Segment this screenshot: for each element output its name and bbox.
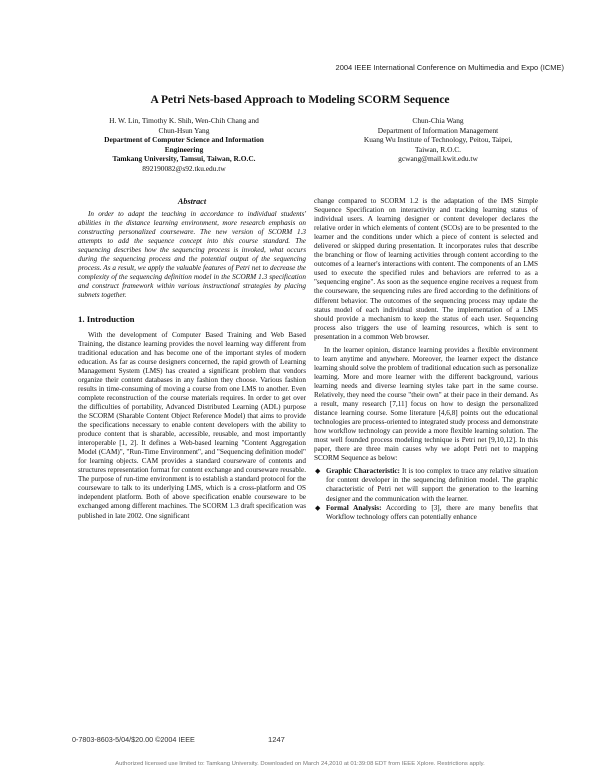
conference-header: 2004 IEEE International Conference on Multimedia and Expo (ICME) <box>335 63 564 72</box>
author-institute: Kuang Wu Institute of Technology, Peitou, Taipei, <box>363 135 513 145</box>
license-notice: Authorized licensed use limited to: Tamkang University. Downloaded on March 24,2010 at 01:39:08 EDT from IEEE Xplore. Restrictions apply. <box>115 761 485 767</box>
author-names-cont: Chun-Hsun Yang <box>158 125 210 135</box>
intro-paragraph-1: With the development of Computer Based Training and Web Based Training, the distance learning provides the novel learning way different from traditional education and has become one of the important styles of modern education. As far as course designers concerned, the rapid growth of Learning Management System (LMS) has created a significant problem that vendors organize their content databases in any fashion they choose. Various fashion results in time-consuming of moving a course from one LMS to another. Even complete reconstruction of the course materials requires. In order to get over the difficulties of portability, Advanced Distributed Learning (ADL) purpose the SCORM (Sharable Content Object Reference Model) that aims to provide the specifications necessary to enable content developers with the ability to produce content that is sharable, accessible, reusable, and most importantly interoperable [1, 2]. It defines a Web-based learning "Content Aggregation Model (CAM)", "Run-Time Environment", and "Sequencing definition model" for learning objects. CAM provides a standard courseware of contents and structures representation format for content exchange and courseware reusable. The purpose of run-time environment is to establish a standard protocol for the courseware to talk to its underlying LMS, which is a cross-platform and OS independent platform. Both of above specification enable courseware to be exchanged among different machines. The SCORM 1.3 draft specification was published in late 2002. One significant <box>78 330 306 520</box>
paper-title: A Petri Nets-based Approach to Modeling SCORM Sequence <box>150 94 450 106</box>
abstract-text: In order to adapt the teaching in accordance to individual students' abilities in the distance learning environment, more research emphasis on constructing personalized courseware. The new version of SCORM 1.3 attempts to add the sequence concept into this course standard. The sequencing describes how the sequencing process is invoked, what occurs during the sequencing process and the potential output of the sequencing process. As a result, we apply the valuable features of Petri net to decrease the complexity of the sequencing definition model in the SCORM 1.3 specification and construct framework within various instructional strategies by placing subnets together. <box>78 210 306 300</box>
bullet-text: It is too complex to trace any relative situation for content developer in the sequencing definition model. The graphic characteristic of Petri net will support the generation to the learning designer and the communication with the learner. <box>326 467 538 503</box>
bullet-icon: ◆ <box>315 467 321 476</box>
bullet-label: Formal Analysis: <box>326 503 382 512</box>
author-country: Taiwan, R.O.C. <box>414 144 462 154</box>
intro-heading: 1. Introduction <box>78 313 135 324</box>
author-block-left <box>70 116 298 174</box>
author-email: gcwang@mail.kwit.edu.tw <box>398 154 478 164</box>
author-email: 892190082@s92.tku.edu.tw <box>142 163 226 173</box>
bullet-item <box>314 504 538 522</box>
right-column <box>314 197 538 522</box>
author-names: Chun-Chia Wang <box>412 116 464 125</box>
author-department: Department of Computer Science and Information <box>104 135 264 145</box>
bullet-text: According to [3], there are many benefits that Workflow technology offers can potentially enhance <box>326 503 538 521</box>
intro-paragraph-2: change compared to SCORM 1.2 is the adaptation of the IMS Simple Sequence Specification on interactivity and tracking learning status of individual users. A learning designer or content developer declares the relative order in which elements of content (SCOs) are to be presented to the learner and the conditions under which a piece of content is selected and delivered or skipped during presentation. It incorporates rules that describe the branching or flow of learning activities through content according to the outcomes of a learner's interactions with content. The components of an LMS used to execute the specified rules and behaviors are referred to as a "sequencing engine". As soon as the sequence engine receives a request from the courseware, the sequencing rules are fired according to the definitions of different behavior. The outcomes of the sequencing process may update the status model of each individual student. The implementation of a LMS should provide a mechanism to keep the status of each user. Sequencing process also triggers the use of learning resources, which is sent to presentation in a common Web browser. <box>314 197 538 341</box>
page-number: 1247 <box>268 735 285 744</box>
author-department-cont: Engineering <box>164 144 204 154</box>
bullet-label: Graphic Characteristic: <box>326 467 400 476</box>
bullet-item <box>314 467 538 503</box>
abstract-heading: Abstract <box>177 197 207 206</box>
left-column <box>78 197 306 525</box>
author-names: H. W. Lin, Timothy K. Shih, Wen-Chih Chang and <box>109 116 259 125</box>
intro-paragraph-3: In the learner opinion, distance learning provides a flexible environment to learn anytime and anywhere. Moreover, the learner expect the distance learning should solve the problem of traditional education such as personalize learning. More and more learner with the different background, various learning needs and diverse learning styles take part in the same course. Relatively, they need the course "their own" at their pace in their demand. As a result, many research [7,11] focus on how to design the personalized distance learning course. Some literature [4,6,8] points out the educational technologies are process-oriented to integrated study process and demonstrate how workflow technology can provide a more flexible learning solution. The most well founded process modeling technique is Petri net [9,10,12]. In this paper, there are three main causes why we adopt Petri net to mapping SCORM Sequence as below: <box>314 345 538 463</box>
author-department: Department of Information Management <box>377 125 499 135</box>
footer-isbn: 0-7803-8603-5/04/$20.00 ©2004 IEEE <box>72 735 195 744</box>
author-block-right <box>318 116 558 164</box>
bullet-icon: ◆ <box>315 503 321 512</box>
author-university: Tamkang University, Tamsui, Taiwan, R.O.C. <box>112 154 256 164</box>
